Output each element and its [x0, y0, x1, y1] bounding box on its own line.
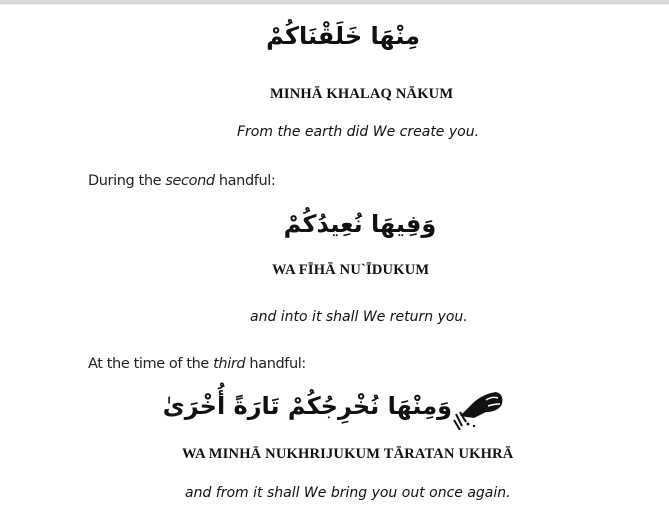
- lead-text: At the time of the: [88, 356, 214, 372]
- translation-2: and into it shall We return you.: [250, 309, 468, 325]
- arabic-verse-3: وَمِنْهَا نُخْرِجُكُمْ تَارَةً أُخْرَىٰ: [162, 392, 452, 420]
- lead-text: During the: [88, 173, 166, 189]
- transliteration-1: MINHĀ KHALAQ NĀKUM: [270, 86, 454, 102]
- transliteration-3: WA MINHĀ NUKHRIJUKUM TĀRATAN UKHRĀ: [182, 446, 514, 462]
- handful-of-earth-icon: [452, 386, 506, 430]
- lead-emphasis: second: [165, 173, 215, 189]
- translation-3: and from it shall We bring you out once again.: [185, 485, 511, 501]
- lead-emphasis: third: [213, 356, 246, 372]
- lead-third-handful: [88, 356, 306, 372]
- lead-second-handful: [88, 173, 275, 189]
- top-border: [0, 0, 669, 5]
- arabic-verse-2: وَفِيهَا نُعِيدُكُمْ: [283, 210, 437, 238]
- transliteration-2: WA FĪHĀ NU`ĪDUKUM: [272, 262, 430, 278]
- translation-1: From the earth did We create you.: [237, 124, 480, 140]
- lead-text: handful:: [245, 356, 306, 372]
- lead-text: handful:: [214, 173, 276, 189]
- arabic-verse-1: مِنْهَا خَلَقْنَاكُمْ: [266, 22, 420, 50]
